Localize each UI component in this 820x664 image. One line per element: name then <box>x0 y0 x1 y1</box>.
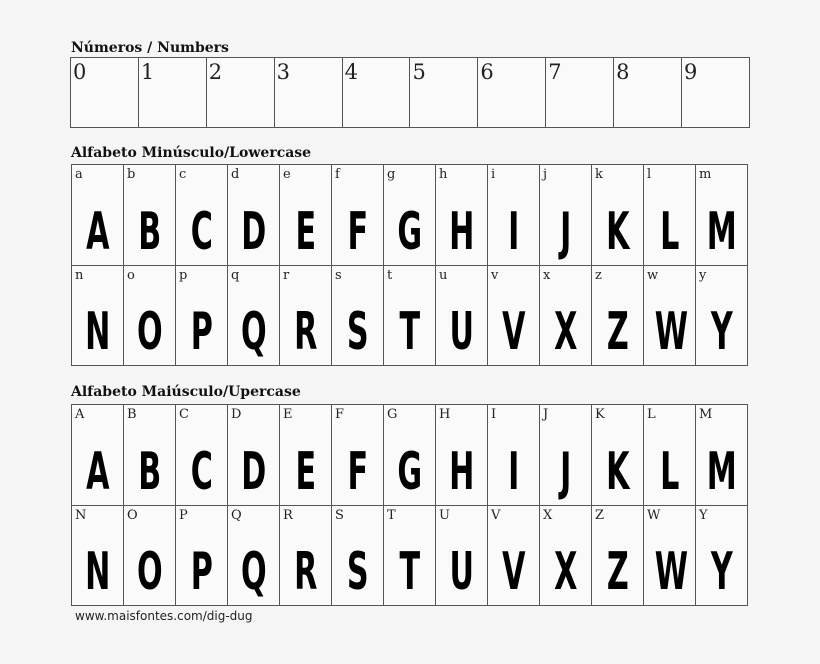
glyph-label: f <box>335 167 340 182</box>
glyph-label: d <box>231 167 240 182</box>
glyph-sample: D <box>241 201 266 262</box>
glyph-cell <box>592 265 644 366</box>
glyph-cell <box>592 165 644 266</box>
glyph-label: F <box>335 407 345 422</box>
glyph-label: n <box>75 267 84 283</box>
glyph-cell <box>72 405 124 506</box>
glyph-sample: R <box>294 542 317 602</box>
glyph-cell <box>124 405 176 506</box>
glyph-cell <box>228 265 280 366</box>
glyph-label: e <box>283 167 291 182</box>
glyph-sample: X <box>554 302 577 362</box>
glyph-cell <box>332 265 384 366</box>
number-cell <box>682 58 750 128</box>
glyph-cell <box>72 265 124 366</box>
numbers-title: Números / Numbers <box>71 40 229 56</box>
glyph-sample: M <box>706 201 737 262</box>
lowercase-title: Alfabeto Minúsculo/Lowercase <box>71 145 312 161</box>
glyph-sample: U <box>449 302 474 362</box>
glyph-sample: E <box>295 201 316 262</box>
glyph-cell <box>280 405 332 506</box>
glyph-sample: Y <box>710 302 733 362</box>
glyph-sample: L <box>660 201 679 262</box>
glyph-cell <box>124 505 176 606</box>
glyph-cell <box>696 165 748 266</box>
glyph-cell <box>228 505 280 606</box>
glyph-sample: T <box>399 542 420 602</box>
glyph-sample: F <box>347 441 368 502</box>
glyph-cell <box>384 265 436 366</box>
glyph-sample: X <box>554 542 577 602</box>
glyph-cell <box>124 165 176 266</box>
glyph-cell <box>540 265 592 366</box>
glyph-cell <box>436 505 488 606</box>
number-label: 2 <box>208 60 223 84</box>
glyph-sample: S <box>346 302 369 362</box>
glyph-sample: J <box>560 441 571 502</box>
number-label: 5 <box>412 60 426 84</box>
glyph-sample: V <box>502 302 525 362</box>
glyph-sample: F <box>347 201 368 262</box>
glyph-label: c <box>179 167 187 182</box>
glyph-cell <box>280 265 332 366</box>
glyph-label: j <box>543 167 548 182</box>
glyph-cell <box>540 405 592 506</box>
glyph-label: r <box>283 267 290 283</box>
glyph-sample: J <box>560 201 571 262</box>
glyph-sample: B <box>138 201 161 262</box>
glyph-cell <box>384 165 436 266</box>
glyph-sample: P <box>190 302 213 362</box>
glyph-label: g <box>387 167 396 182</box>
glyph-label: i <box>491 167 496 182</box>
glyph-label: Z <box>595 507 605 523</box>
glyph-label: G <box>387 407 398 422</box>
glyph-label: v <box>491 267 499 283</box>
glyph-sample: E <box>295 441 316 502</box>
glyph-cell <box>488 405 540 506</box>
glyph-label: Y <box>699 507 708 523</box>
glyph-cell <box>644 405 696 506</box>
glyph-label: t <box>387 267 393 283</box>
glyph-cell <box>72 505 124 606</box>
glyph-label: Q <box>231 507 242 523</box>
glyph-sample: S <box>346 542 369 602</box>
glyph-label: A <box>75 407 85 422</box>
glyph-label: L <box>647 407 656 422</box>
glyph-cell <box>696 505 748 606</box>
glyph-cell <box>436 165 488 266</box>
glyph-cell <box>488 165 540 266</box>
glyph-label: N <box>75 507 87 523</box>
glyph-sample: I <box>508 201 519 262</box>
glyph-cell <box>280 165 332 266</box>
glyph-label: q <box>231 267 240 283</box>
glyph-sample: I <box>508 441 519 502</box>
glyph-label: C <box>179 407 189 422</box>
glyph-sample: Q <box>240 542 267 602</box>
number-cell <box>274 58 342 128</box>
glyph-cell <box>488 265 540 366</box>
glyph-cell <box>644 505 696 606</box>
glyph-cell <box>384 405 436 506</box>
glyph-cell <box>332 405 384 506</box>
glyph-sample: Y <box>710 542 733 602</box>
glyph-cell <box>488 505 540 606</box>
glyph-label: o <box>127 267 135 283</box>
glyph-cell <box>540 165 592 266</box>
glyph-cell <box>696 405 748 506</box>
glyph-cell <box>384 505 436 606</box>
glyph-label: p <box>179 267 188 283</box>
number-cell <box>410 58 478 128</box>
glyph-sample: R <box>294 302 317 362</box>
glyph-label: w <box>647 267 659 283</box>
glyph-sample: W <box>654 302 688 362</box>
glyph-label: a <box>75 167 83 182</box>
glyph-label: y <box>699 267 707 283</box>
number-label: 7 <box>548 60 562 84</box>
glyph-cell <box>72 165 124 266</box>
glyph-sample: N <box>85 302 110 362</box>
number-cell <box>138 58 206 128</box>
glyph-label: z <box>595 267 602 283</box>
glyph-label: I <box>491 407 497 422</box>
number-cell <box>614 58 682 128</box>
glyph-sample: O <box>136 302 163 362</box>
glyph-label: P <box>179 507 188 523</box>
glyph-label: R <box>283 507 293 523</box>
glyph-sample: M <box>706 441 737 502</box>
glyph-label: T <box>387 507 396 523</box>
glyph-label: x <box>543 267 551 283</box>
glyph-sample: L <box>660 441 679 502</box>
glyph-sample: U <box>449 542 474 602</box>
glyph-sample: H <box>449 441 474 502</box>
number-label: 8 <box>616 60 630 84</box>
glyph-sample: Z <box>606 302 629 362</box>
glyph-cell <box>696 265 748 366</box>
glyph-sample: P <box>190 542 213 602</box>
glyph-cell <box>176 165 228 266</box>
glyph-label: U <box>439 507 450 523</box>
glyph-cell <box>592 405 644 506</box>
glyph-cell <box>332 505 384 606</box>
glyph-cell <box>644 165 696 266</box>
glyph-cell <box>176 265 228 366</box>
glyph-label: B <box>127 407 137 422</box>
glyph-sample: Q <box>240 302 267 362</box>
glyph-label: u <box>439 267 448 283</box>
number-label: 4 <box>344 60 358 84</box>
glyph-cell <box>280 505 332 606</box>
glyph-label: W <box>647 507 661 523</box>
glyph-sample: Z <box>606 542 629 602</box>
number-label: 0 <box>73 60 87 84</box>
glyph-cell <box>644 265 696 366</box>
lowercase-grid <box>71 164 748 366</box>
glyph-sample: T <box>399 302 420 362</box>
glyph-sample: H <box>449 201 474 262</box>
glyph-label: H <box>439 407 451 422</box>
numbers-grid <box>70 57 750 128</box>
number-cell <box>206 58 274 128</box>
number-cell <box>546 58 614 128</box>
glyph-cell <box>436 265 488 366</box>
glyph-sample: O <box>136 542 163 602</box>
glyph-sample: G <box>397 201 422 262</box>
uppercase-grid <box>71 404 748 606</box>
footer-url: www.maisfontes.com/dig-dug <box>75 609 253 623</box>
glyph-sample: B <box>138 441 161 502</box>
glyph-label: M <box>699 407 713 422</box>
glyph-sample: K <box>606 441 629 502</box>
glyph-sample: C <box>190 441 213 502</box>
number-label: 1 <box>140 60 155 84</box>
number-cell <box>342 58 410 128</box>
number-label: 3 <box>276 60 291 84</box>
glyph-sample: K <box>606 201 629 262</box>
glyph-label: s <box>335 267 342 283</box>
glyph-cell <box>592 505 644 606</box>
glyph-label: l <box>647 167 652 182</box>
number-cell <box>478 58 546 128</box>
glyph-cell <box>228 405 280 506</box>
glyph-label: V <box>491 507 501 523</box>
glyph-label: D <box>231 407 242 422</box>
glyph-sample: N <box>85 542 110 602</box>
glyph-label: O <box>127 507 138 523</box>
glyph-sample: C <box>190 201 213 262</box>
glyph-sample: A <box>86 201 109 262</box>
glyph-label: E <box>283 407 293 422</box>
glyph-label: b <box>127 167 136 182</box>
glyph-label: X <box>543 507 553 523</box>
glyph-sample: D <box>241 441 266 502</box>
glyph-cell <box>228 165 280 266</box>
glyph-label: J <box>543 407 549 422</box>
glyph-cell <box>176 405 228 506</box>
glyph-sample: W <box>654 542 688 602</box>
glyph-cell <box>176 505 228 606</box>
number-label: 9 <box>684 60 698 84</box>
glyph-sample: G <box>397 441 422 502</box>
glyph-cell <box>124 265 176 366</box>
glyph-sample: V <box>502 542 525 602</box>
number-cell <box>71 58 139 128</box>
glyph-label: S <box>335 507 344 523</box>
glyph-cell <box>332 165 384 266</box>
uppercase-title: Alfabeto Maiúsculo/Upercase <box>71 384 301 400</box>
glyph-cell <box>540 505 592 606</box>
glyph-label: k <box>595 167 603 182</box>
number-label: 6 <box>480 60 494 84</box>
glyph-sample: A <box>86 441 109 502</box>
glyph-label: h <box>439 167 448 182</box>
glyph-cell <box>436 405 488 506</box>
glyph-label: m <box>699 167 712 182</box>
glyph-label: K <box>595 407 605 422</box>
